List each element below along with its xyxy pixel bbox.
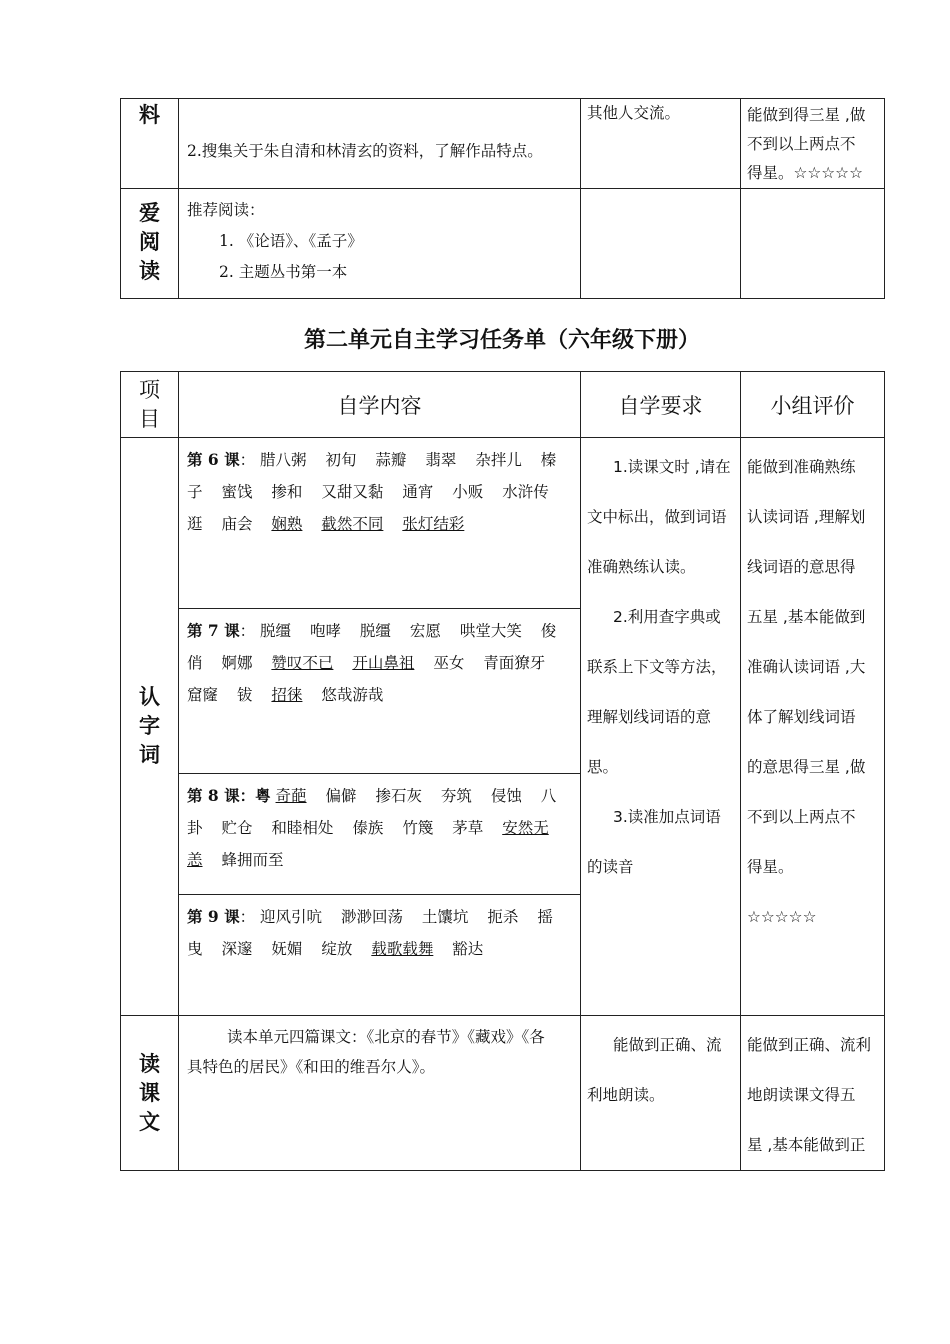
vocab-word: 土馕坑 [421, 908, 469, 926]
top-table [120, 98, 885, 299]
vocab-word: 茅草 [452, 819, 484, 837]
row-label-char: 爱 [139, 201, 160, 225]
evaluation-cell [741, 1016, 885, 1171]
header-item-cell [121, 372, 179, 438]
section-label-char: 文 [139, 1109, 160, 1134]
vocab-word: 俊俏 [187, 622, 557, 672]
vocab-word: 通宵 [402, 483, 434, 501]
row-label: 料 [139, 103, 160, 127]
req-line: 文中标出，做到词语 [587, 508, 727, 526]
lesson6-words: 第 6 课： 腊八粥 初旬 蒜瓣 翡翠 杂拌儿 榛子 蜜饯 掺和 又甜又黏 通宵 小贩 水浒传 逛 庙会 娴熟 截然不同 张灯结彩 [187, 450, 557, 533]
reading-content-cell [179, 1016, 581, 1171]
main-table [120, 371, 885, 1171]
vocab-word: 深邃 [221, 940, 253, 958]
req-line: 3.读准加点词语 [613, 808, 721, 826]
section-label-cell [121, 438, 179, 1016]
underlined-word: 截然不同 [321, 515, 384, 533]
req-line: 能做到正确、流 [613, 1036, 722, 1054]
lesson8-cell [179, 774, 581, 895]
vocab-word: 哄堂大笑 [459, 622, 522, 640]
requirement-cell [581, 1016, 741, 1171]
row-label-cell [121, 99, 179, 189]
vocab-word: 掺和 [271, 483, 303, 501]
eval-line: 不到以上两点不 [747, 808, 856, 826]
vocab-word: 榛子 [187, 451, 557, 501]
header-content: 自学内容 [179, 372, 581, 438]
reading-item: 1. 《论语》、《孟子》 [219, 232, 363, 250]
content-cell [179, 99, 581, 189]
content-cell [179, 189, 581, 299]
reading-item: 2. 主题丛书第一本 [219, 263, 348, 281]
vocab-word: 悠哉游哉 [321, 686, 384, 704]
reading-line: 具特色的居民》《和田的维吾尔人》。 [187, 1058, 436, 1076]
req-line: 利地朗读。 [587, 1086, 665, 1104]
requirement-cell [581, 189, 741, 299]
underlined-word: 招徕 [271, 686, 303, 704]
section-label-cell [121, 1016, 179, 1171]
section-label-char: 课 [139, 1080, 160, 1105]
vocab-word: 竹篾 [402, 819, 434, 837]
eval-line: 不到以上两点不 [747, 135, 856, 153]
vocab-word: 蒜瓣 [375, 451, 407, 469]
vocab-word: 蜜饯 [221, 483, 253, 501]
vocab-word: 庙会 [221, 515, 253, 533]
vocab-word: 迎风引吭 [260, 908, 323, 926]
section-label-char: 字 [139, 714, 160, 738]
row-label-cell [121, 189, 179, 299]
underlined-word: 张灯结彩 [402, 515, 465, 533]
page-title: 第二单元自主学习任务单（六年级下册） [303, 328, 700, 353]
section-label-char: 认 [139, 685, 160, 709]
req-line: 理解划线词语的意 [587, 708, 712, 726]
reading-line: 读本单元四篇课文：《北京的春节》《藏戏》《各 [227, 1028, 545, 1046]
evaluation-cell [741, 189, 885, 299]
eval-line: 准确认读词语 ,大 [747, 658, 866, 676]
eval-line: 得星。 [747, 858, 794, 876]
vocab-word: 又甜又黏 [321, 483, 384, 501]
req-line: 2.利用查字典或 [613, 608, 721, 626]
vocab-word: 摇曳 [187, 908, 553, 958]
requirement-cell [581, 438, 741, 1016]
content-text: 2.搜集关于朱自清和林清玄的资料，了解作品特点。 [187, 142, 543, 160]
vocab-word: 扼杀 [487, 908, 519, 926]
lesson9-cell [179, 895, 581, 1016]
vocab-word: 杂拌儿 [475, 451, 522, 469]
lesson8-first: 粤 [255, 786, 271, 805]
eval-line: 五星 ,基本能做到 [747, 608, 866, 626]
eval-line: 的意思得三星 ,做 [747, 758, 866, 776]
header-evaluation: 小组评价 [741, 372, 885, 438]
eval-line: 线词语的意思得 [747, 558, 856, 576]
vocab-word: 翡翠 [425, 451, 457, 469]
lesson-title: 第 6 课 [187, 450, 240, 469]
section-label-char: 读 [139, 1051, 160, 1076]
vocab-word: 偏僻 [325, 787, 357, 805]
lesson8-words [179, 774, 580, 876]
underlined-word: 奇葩 [275, 787, 307, 805]
underlined-word: 安然无恙 [187, 819, 549, 869]
evaluation-cell [741, 99, 885, 189]
underlined-word: 赞叹不已 [271, 654, 334, 672]
vocab-word: 宏愿 [409, 622, 441, 640]
vocab-word: 脱缰 [260, 622, 292, 640]
eval-line: 地朗读课文得五 [747, 1086, 856, 1104]
eval-line: 能做到准确熟练 [747, 458, 856, 476]
vocab-word: 豁达 [452, 940, 484, 958]
vocab-word: 傣族 [352, 819, 384, 837]
lesson7-words: 第 7 课： 脱缰 咆哮 脱缰 宏愿 哄堂大笑 俊俏 婀娜 赞叹不已 开山鼻祖 巫女 青面獠牙 窟窿 钹 招徕 悠哉游哉 [187, 621, 557, 704]
vocab-word: 窟窿 [187, 686, 219, 704]
evaluation-cell [741, 438, 885, 1016]
section-label-char: 词 [139, 743, 160, 767]
vocab-word: 贮仓 [221, 819, 253, 837]
vocab-word: 腊八粥 [260, 451, 307, 469]
vocab-word: 青面獠牙 [483, 654, 546, 672]
req-line: 联系上下文等方法， [587, 658, 727, 676]
vocab-word: 八卦 [187, 787, 557, 837]
vocab-word: 夯筑 [440, 787, 472, 805]
vocab-word: 初旬 [325, 451, 357, 469]
req-line: 1.读课文时 ,请在 [613, 458, 731, 476]
vocab-word: 侵蚀 [490, 787, 522, 805]
lesson7-cell [179, 609, 581, 774]
req-line: 的读音 [587, 858, 634, 876]
vocab-word: 妩媚 [271, 940, 303, 958]
vocab-word: 渺渺回荡 [340, 908, 403, 926]
vocab-word: 和睦相处 [271, 819, 334, 837]
vocab-word: 蜂拥而至 [221, 851, 284, 869]
lesson-title: 第 9 课 [187, 907, 240, 926]
vocab-word: 逛 [187, 515, 203, 533]
requirement-text: 其他人交流。 [587, 104, 681, 122]
req-line: 思。 [587, 758, 619, 776]
header-requirement: 自学要求 [581, 372, 741, 438]
underlined-word: 开山鼻祖 [352, 654, 415, 672]
row-label-char: 阅 [139, 230, 160, 254]
vocab-word: 咆哮 [309, 622, 341, 640]
eval-line: 认读词语 ,理解划 [747, 508, 866, 526]
lesson-title: 第 8 课： [187, 786, 256, 805]
vocab-word: 水浒传 [502, 483, 549, 501]
underlined-word: 娴熟 [271, 515, 303, 533]
eval-line: 能做到正确、流利 [747, 1036, 872, 1054]
reading-intro: 推荐阅读： [187, 201, 265, 219]
eval-line: 能做到得三星 ,做 [747, 106, 866, 124]
vocab-word: 巫女 [433, 654, 465, 672]
vocab-word: 小贩 [452, 483, 484, 501]
vocab-word: 钹 [236, 686, 253, 704]
vocab-word: 婀娜 [221, 654, 253, 672]
header-item-char: 项 [139, 377, 160, 402]
lesson9-words: 第 9 课： 迎风引吭 渺渺回荡 土馕坑 扼杀 摇曳 深邃 妩媚 绽放 载歌载舞 豁达 [187, 907, 553, 958]
vocab-word: 绽放 [321, 940, 353, 958]
eval-line: 体了解划线词语 [747, 708, 856, 726]
requirement-cell [581, 99, 741, 189]
vocab-word: 掺石灰 [375, 787, 422, 805]
header-item-char: 目 [139, 406, 160, 431]
row-label-char: 读 [139, 259, 160, 283]
eval-line: 得星。☆☆☆☆☆ [747, 164, 863, 182]
vocab-word: 脱缰 [359, 622, 391, 640]
eval-line: ☆☆☆☆☆ [747, 908, 817, 926]
underlined-word: 载歌载舞 [371, 940, 434, 958]
req-line: 准确熟练认读。 [587, 558, 696, 576]
lesson-title: 第 7 课 [187, 621, 240, 640]
eval-line: 星 ,基本能做到正 [747, 1136, 866, 1154]
lesson6-cell [179, 438, 581, 609]
